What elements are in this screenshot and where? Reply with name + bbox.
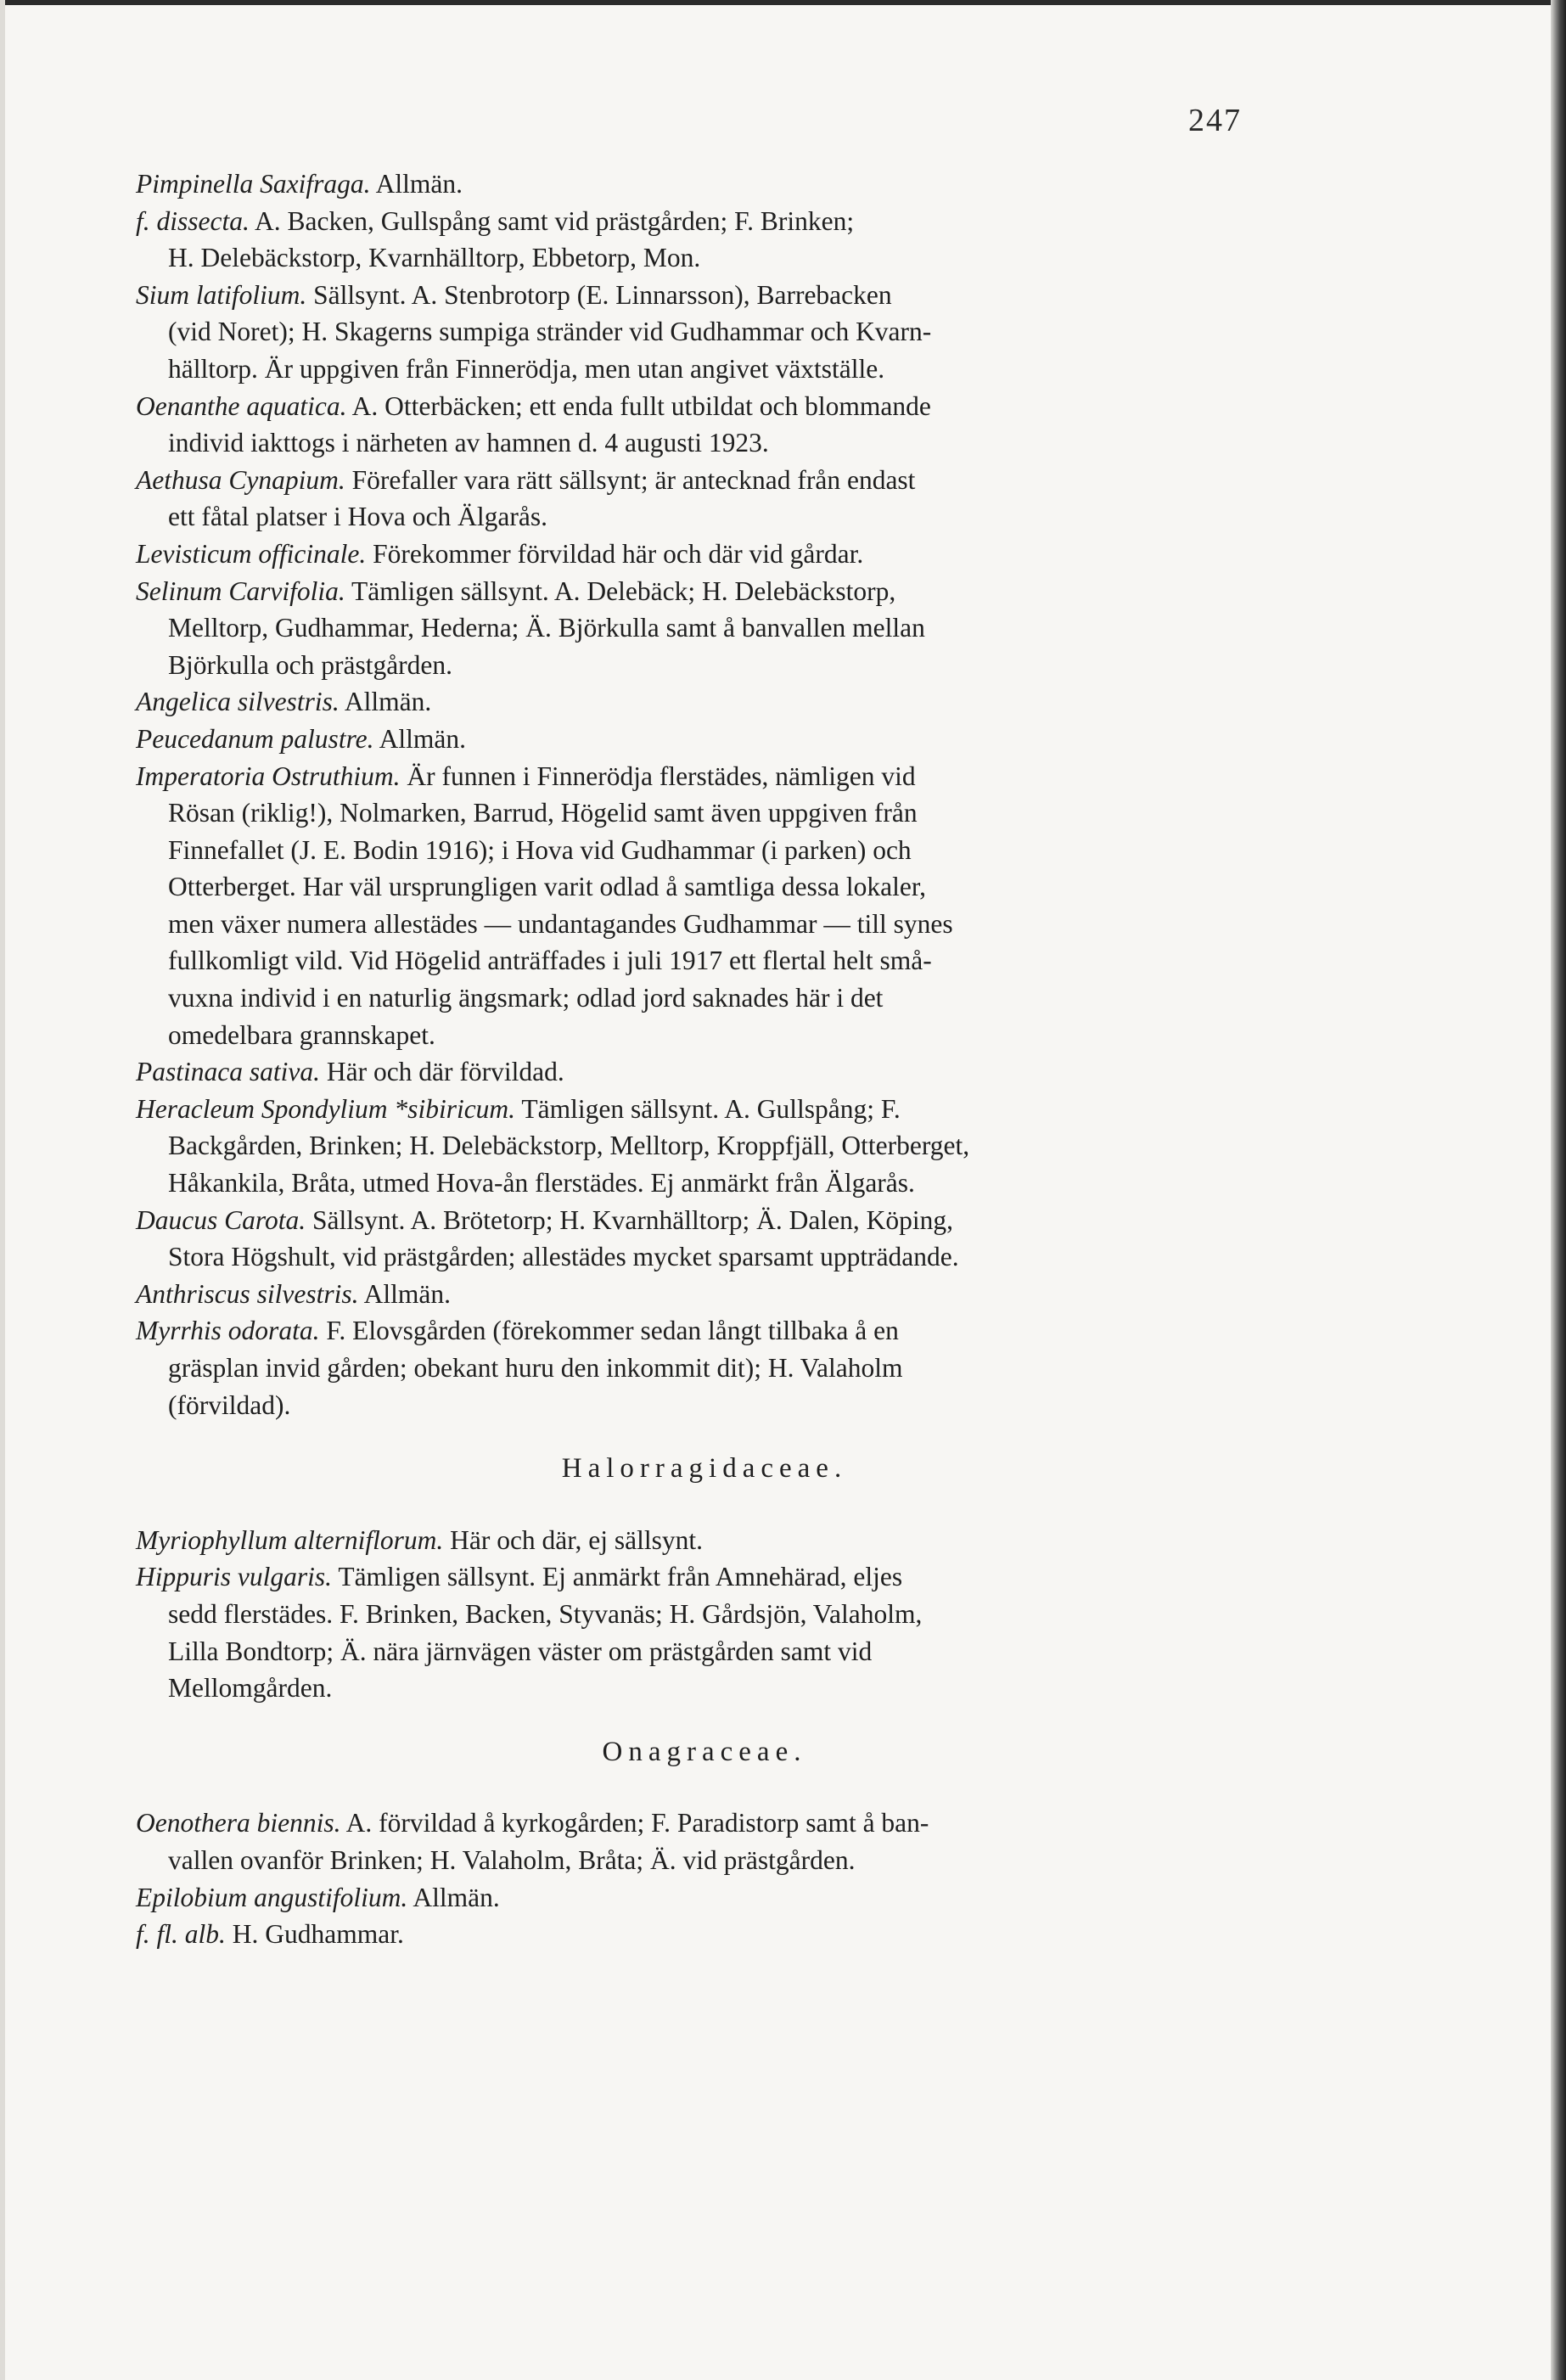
entry-continuation-line: sedd flerstädes. F. Brinken, Backen, Styvanäs; H. Gårdsjön, Valaholm,: [168, 1598, 923, 1629]
entry-continuation-line: vuxna individ i en naturlig ängsmark; odlad jord saknades här i det: [168, 983, 884, 1013]
entry-first-line: [136, 758, 1273, 795]
species-name: Oenanthe aquatica.: [136, 390, 347, 421]
entry-continuation-line: (vid Noret); H. Skagerns sumpiga stränder vid Gudhammar och Kvarn-: [168, 317, 932, 347]
species-name: Daucus Carota.: [136, 1204, 306, 1235]
entry-first-line: [136, 1916, 1273, 1953]
entry-text: Allmän.: [407, 1882, 500, 1912]
entry-text: A. Otterbäcken; ett enda fullt utbildat och blommande: [346, 390, 931, 421]
entry-text: Allmän.: [370, 169, 463, 199]
entry-first-line: [136, 1091, 1273, 1128]
species-entry: [136, 388, 1273, 462]
entry-continuation-line: Håkankila, Bråta, utmed Hova-ån flerstädes. Ej anmärkt från Älgarås.: [168, 1168, 915, 1198]
entry-continuation-line: hälltorp. Är uppgiven från Finnerödja, men utan angivet växtställe.: [168, 353, 885, 384]
entry-first-line: [136, 1202, 1273, 1239]
species-entry: [136, 1522, 1273, 1559]
entry-text: Tämligen sällsynt. A. Delebäck; H. Delebäckstorp,: [345, 575, 896, 606]
species-entry: [136, 277, 1273, 388]
entry-continuation-line: men växer numera allestädes — undantagandes Gudhammar — till synes: [168, 908, 953, 939]
species-entry: [136, 1805, 1273, 1878]
entry-continuation-line: Backgården, Brinken; H. Delebäckstorp, Melltorp, Kroppfjäll, Otterberget,: [168, 1131, 970, 1161]
entry-continuation-line: Rösan (riklig!), Nolmarken, Barrud, Högelid samt även uppgiven från: [168, 798, 918, 828]
entry-text: Förekommer förvildad här och där vid gårdar.: [366, 538, 864, 569]
entry-text: Här och där, ej sällsynt.: [443, 1524, 704, 1555]
species-name: Epilobium angustifolium.: [136, 1882, 408, 1912]
species-entry: [136, 758, 1273, 1054]
species-entry: [136, 721, 1273, 758]
species-name: Oenothera biennis.: [136, 1808, 341, 1838]
species-entry: [136, 1276, 1273, 1313]
body-text: [136, 166, 1273, 1953]
entry-first-line: [136, 683, 1273, 721]
species-name: Hippuris vulgaris.: [136, 1562, 333, 1592]
entry-text: H. Gudhammar.: [225, 1919, 404, 1950]
entry-first-line: [136, 573, 1273, 610]
entry-continuation-line: Melltorp, Gudhammar, Hederna; Ä. Björkulla samt å banvallen mellan: [168, 613, 925, 643]
species-entry: [136, 1091, 1273, 1202]
entry-text: Allmän.: [373, 723, 467, 754]
entry-first-line: [136, 1558, 1273, 1596]
section-halorragidaceae: [136, 1522, 1273, 1707]
species-name: Aethusa Cynapium.: [136, 464, 345, 495]
species-name: Levisticum officinale.: [136, 538, 367, 569]
entry-continuation-line: vallen ovanför Brinken; H. Valaholm, Bråta; Ä. vid prästgården.: [168, 1844, 856, 1875]
entry-text: Allmän.: [339, 687, 432, 717]
species-entry: [136, 1879, 1273, 1917]
entry-first-line: [136, 388, 1273, 425]
entry-continuation-line: individ iakttogs i närheten av hamnen d. 4 augusti 1923.: [168, 428, 769, 458]
entry-text: Allmän.: [358, 1278, 452, 1309]
entry-text: A. Backen, Gullspång samt vid prästgården; F. Brinken;: [249, 205, 855, 236]
species-name: Heracleum Spondylium *sibiricum.: [136, 1093, 516, 1124]
species-entry: [136, 573, 1273, 684]
entry-continuation-line: fullkomligt vild. Vid Högelid anträffades i juli 1917 ett flertal helt små-: [168, 946, 932, 976]
page-left-edge: [0, 0, 5, 2380]
species-entry: [136, 203, 1273, 277]
section-onagraceae: [136, 1805, 1273, 1952]
entry-continuation-line: omedelbara grannskapet.: [168, 1019, 435, 1050]
entry-first-line: [136, 536, 1273, 573]
species-name: Pastinaca sativa.: [136, 1057, 320, 1087]
species-name: Pimpinella Saxifraga.: [136, 169, 371, 199]
entry-first-line: [136, 1879, 1273, 1917]
species-entry: [136, 1312, 1273, 1423]
heading-halorragidaceae: Halorragidaceae.: [561, 1453, 848, 1485]
species-name: Anthriscus silvestris.: [136, 1278, 359, 1309]
entry-continuation-line: ett fåtal platser i Hova och Älgarås.: [168, 502, 547, 532]
entry-text: Är funnen i Finnerödja flerstädes, nämligen vid: [400, 761, 916, 791]
species-name: Myrrhis odorata.: [136, 1316, 320, 1346]
entry-text: Sällsynt. A. Stenbrotorp (E. Linnarsson), Barrebacken: [306, 279, 892, 310]
species-name: Angelica silvestris.: [136, 687, 340, 717]
species-entry: [136, 683, 1273, 721]
entry-text: Tämligen sällsynt. Ej anmärkt från Amnehärad, eljes: [332, 1562, 903, 1592]
entry-text: Sällsynt. A. Brötetorp; H. Kvarnhälltorp; Ä. Dalen, Köping,: [306, 1204, 953, 1235]
entry-continuation-line: Björkulla och prästgården.: [168, 649, 453, 680]
entry-continuation-line: Otterberget. Har väl ursprungligen varit odlad å samtliga dessa lokaler,: [168, 872, 926, 902]
entry-first-line: [136, 1276, 1273, 1313]
species-name: f. dissecta.: [136, 205, 250, 236]
entry-continuation-line: Finnefallet (J. E. Bodin 1916); i Hova vid Gudhammar (i parken) och: [168, 834, 912, 865]
species-entry: [136, 1558, 1273, 1706]
species-entry: [136, 1202, 1273, 1276]
species-entry: [136, 1053, 1273, 1091]
species-name: Myriophyllum alterniflorum.: [136, 1524, 444, 1555]
entry-continuation-line: Mellomgården.: [168, 1673, 333, 1704]
species-name: Imperatoria Ostruthium.: [136, 761, 401, 791]
entry-first-line: [136, 1312, 1273, 1350]
entry-text: Tämligen sällsynt. A. Gullspång; F.: [515, 1093, 901, 1124]
entry-first-line: [136, 166, 1273, 203]
species-name: Selinum Carvifolia.: [136, 575, 345, 606]
entry-continuation-line: Lilla Bondtorp; Ä. nära järnvägen väster om prästgården samt vid: [168, 1636, 873, 1666]
entry-first-line: [136, 203, 1273, 240]
entry-first-line: [136, 1053, 1273, 1091]
entry-continuation-line: (förvildad).: [168, 1389, 291, 1420]
entry-text: A. förvildad å kyrkogården; F. Paradistorp samt å ban-: [340, 1808, 929, 1838]
entry-text: F. Elovsgården (förekommer sedan långt tillbaka å en: [319, 1316, 899, 1346]
entry-text: Förefaller vara rätt sällsynt; är antecknad från endast: [345, 464, 916, 495]
species-name: f. fl. alb.: [136, 1919, 226, 1950]
entry-first-line: [136, 1522, 1273, 1559]
entry-first-line: [136, 1805, 1273, 1842]
entry-first-line: [136, 462, 1273, 499]
page-number: 247: [1188, 103, 1242, 138]
entry-continuation-line: H. Delebäckstorp, Kvarnhälltorp, Ebbetorp, Mon.: [168, 243, 701, 273]
heading-onagraceae: Onagraceae.: [602, 1736, 807, 1767]
entry-continuation-line: gräsplan invid gården; obekant huru den inkommit dit); H. Valaholm: [168, 1353, 903, 1383]
species-entry: [136, 1916, 1273, 1953]
species-entry: [136, 166, 1273, 203]
entry-text: Här och där förvildad.: [319, 1057, 564, 1087]
page-right-edge: [1551, 0, 1566, 2380]
species-name: Peucedanum palustre.: [136, 723, 374, 754]
entry-continuation-line: Stora Högshult, vid prästgården; allestädes mycket sparsamt uppträdande.: [168, 1242, 959, 1272]
entry-first-line: [136, 721, 1273, 758]
species-entry: [136, 462, 1273, 536]
entry-first-line: [136, 277, 1273, 314]
species-entry: [136, 536, 1273, 573]
section-umbelliferae: [136, 166, 1273, 1423]
species-name: Sium latifolium.: [136, 279, 307, 310]
